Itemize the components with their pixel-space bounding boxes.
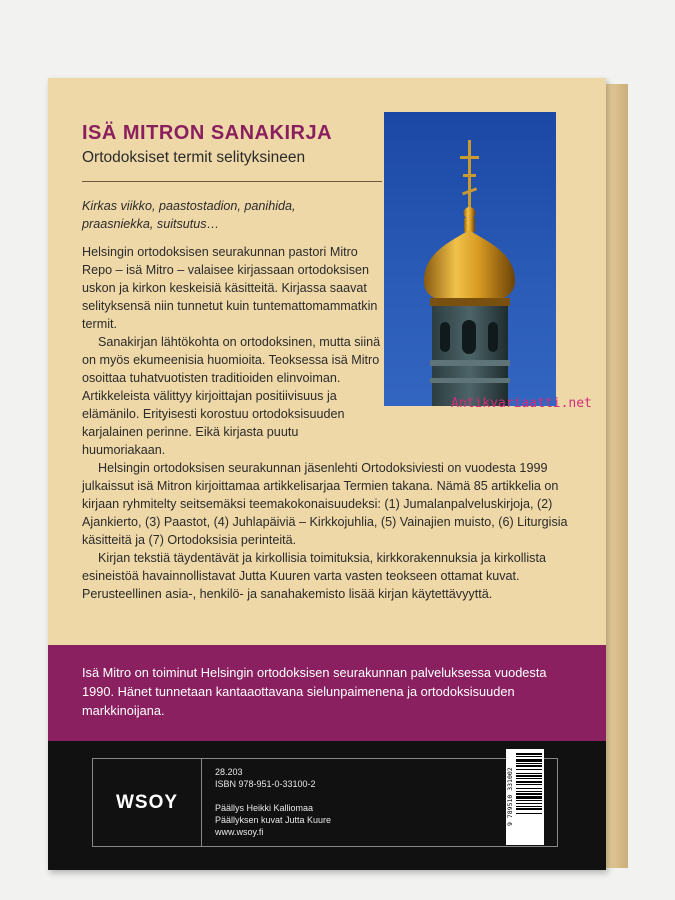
author-band xyxy=(48,645,606,741)
barcode-bar xyxy=(516,765,542,767)
barcode-bar xyxy=(516,791,542,792)
paragraph: Helsingin ortodoksisen seurakunnan jäsenlehti Ortodoksiviesti on vuodesta 1999 julkaissut isä Mitron kirjoittamaa artikkelisarjaa Termien takana. Nämä 85 artikkelia on kirjaan ryhmitelty seitsemäksi teemakokonaisuudeksi: (1) Jumalanpalveluskirjoja, (2) Ajankierto, (3) Paastot, (4) Juhlapäiviä – Kirkkojuhlia, (5) Vainajien muisto, (6) Liturgisia käsitteitä ja (7) Ortodoksisia perinteitä. xyxy=(82,461,568,547)
publisher-panel xyxy=(92,758,558,847)
intro-line: praasniekka, suitsutus… xyxy=(82,217,220,231)
barcode-bar xyxy=(516,778,542,779)
cover-photo-credit: Päällyksen kuvat Jutta Kuure xyxy=(215,815,332,825)
intro-line: Kirkas viikko, paastostadion, panihida, xyxy=(82,199,296,213)
book-subtitle: Ortodoksiset termit selityksineen xyxy=(82,149,306,166)
barcode-bar xyxy=(516,784,542,785)
book-back-cover xyxy=(48,78,606,870)
barcode-bar xyxy=(516,773,542,774)
barcode-bar xyxy=(516,775,542,777)
description-text xyxy=(82,243,582,603)
publication-info xyxy=(215,766,331,838)
intro-terms xyxy=(82,197,382,233)
book-spine-edge xyxy=(606,84,628,868)
barcode-bar xyxy=(516,796,542,799)
publisher-website: www.wsoy.fi xyxy=(215,827,264,837)
catalog-code: 28.203 xyxy=(215,767,243,777)
barcode-bar xyxy=(516,808,542,810)
barcode-bar xyxy=(516,759,542,762)
barcode-bar xyxy=(516,781,542,783)
barcode-bar xyxy=(516,806,542,807)
barcode-bars xyxy=(516,753,542,841)
isbn-barcode xyxy=(506,749,544,845)
paragraph: Helsingin ortodoksisen seurakunnan pastori Mitro Repo – isä Mitro – valaisee kirjassaan ortodoksisen uskon ja kirkon keskeisiä käsitteitä. Kirjassa saavat selityksensä niin tunnetut kuin tuntemattomammatkin termit. xyxy=(82,245,378,331)
barcode-bar xyxy=(516,800,542,801)
barcode-bar xyxy=(516,756,542,757)
cover-design-credit: Päällys Heikki Kalliomaa xyxy=(215,803,314,813)
barcode-bar xyxy=(516,813,542,814)
author-bio: Isä Mitro on toiminut Helsingin ortodoksisen seurakunnan palveluksessa vuodesta 1990. Hänet tunnetaan kantaaottavana sielunpaimenena ja ortodoksisuuden markkinoijana. xyxy=(82,665,547,718)
barcode-bar xyxy=(516,803,542,804)
barcode-bar xyxy=(516,793,542,795)
publisher-logo: WSOY xyxy=(93,759,202,846)
paragraph: Kirjan tekstiä täydentävät ja kirkollisia toimituksia, kirkkorakennuksia ja kirkollista esineistöä havainnollistavat Jutta Kuuren varta vasten teokseen ottamat kuvat. Perusteellinen asia-, henkilö- ja sanahakemisto lisää kirjan käytettävyyttä. xyxy=(82,551,546,601)
book-title: ISÄ MITRON SANAKIRJA xyxy=(82,122,333,144)
barcode-bar xyxy=(516,788,542,789)
paragraph: Sanakirjan lähtökohta on ortodoksinen, mutta siinä on myös ekumeenisia huomioita. Teoksessa isä Mitro osoittaa tuhatvuotisten traditioiden elinvoiman. Artikkeleista välittyy kirjoittajan positiivisuus ja elämänilo. Erityisesti korostuu ortodoksisuuden karjalainen perinne. Eikä kirjasta puutu huumoriakaan. xyxy=(82,335,381,457)
barcode-bar xyxy=(516,769,542,770)
publisher-footer xyxy=(48,741,606,870)
title-divider xyxy=(82,181,382,182)
title-block xyxy=(82,122,382,167)
watermark: Antikvariaatti.net xyxy=(451,396,592,411)
barcode-bar xyxy=(516,763,542,764)
isbn: ISBN 978-951-0-33100-2 xyxy=(215,779,316,789)
barcode-bar xyxy=(516,753,542,755)
barcode-number: 9 789510 331002 xyxy=(506,767,514,827)
